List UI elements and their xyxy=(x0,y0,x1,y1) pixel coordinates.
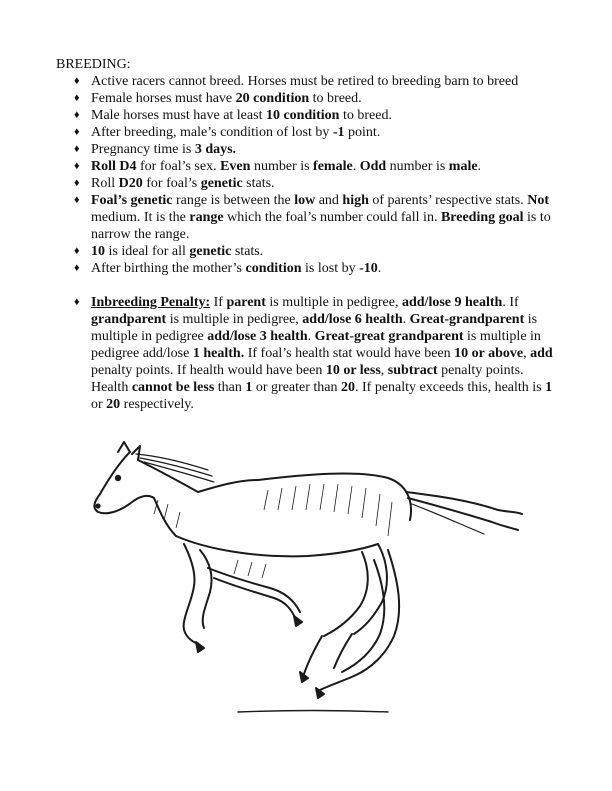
galloping-horse-icon xyxy=(88,440,528,730)
rule-text: than xyxy=(214,380,246,395)
rule-text: is multiple in pedigree, xyxy=(265,295,402,310)
emphasis-text: 20 condition xyxy=(235,91,310,106)
emphasis-text: 10 or above xyxy=(454,346,524,361)
emphasis-text: Breeding goal xyxy=(440,210,524,225)
emphasis-text: genetic xyxy=(189,244,232,259)
emphasis-text: -1 xyxy=(332,125,345,140)
rule-text: . xyxy=(377,261,382,276)
emphasis-text: add/lose 9 health xyxy=(401,295,503,310)
emphasis-text: condition xyxy=(245,261,302,276)
emphasis-text: 1 xyxy=(245,380,253,395)
emphasis-text: grandparent xyxy=(91,312,167,327)
emphasis-text: male xyxy=(448,159,478,174)
rule-text: , xyxy=(380,363,388,378)
rule-text: If xyxy=(210,295,227,310)
rule-text: Female horses must have xyxy=(91,91,236,106)
rule-text: . xyxy=(402,312,410,327)
emphasis-text: Odd xyxy=(359,159,387,174)
bullet-icon: ♦ xyxy=(74,177,80,189)
emphasis-text: 10 xyxy=(91,244,105,259)
rule-text: for foal’s sex. xyxy=(136,159,221,174)
rule-text: or greater than xyxy=(252,380,342,395)
emphasis-text: 3 days. xyxy=(194,142,237,157)
bullet-icon: ♦ xyxy=(74,143,80,155)
emphasis-text: range xyxy=(189,210,224,225)
rule-text: is to narrow the range. xyxy=(91,210,551,242)
rule-item xyxy=(72,124,562,141)
rule-text: After breeding, male’s condition of lost by xyxy=(91,125,333,140)
rule-item xyxy=(72,192,562,243)
rule-item xyxy=(72,107,562,124)
emphasis-text: Not xyxy=(527,193,550,208)
section-heading: BREEDING: xyxy=(56,57,131,72)
emphasis-text: subtract xyxy=(387,363,438,378)
rule-text: . xyxy=(352,159,360,174)
bullet-icon: ♦ xyxy=(74,245,80,257)
emphasis-text: 10 or less xyxy=(325,363,381,378)
rule-item xyxy=(72,243,562,260)
emphasis-text: 20 xyxy=(106,397,121,412)
rule-text: Active racers cannot breed. Horses must be retired to breeding barn to breed xyxy=(91,74,519,89)
breeding-rules-list xyxy=(72,73,562,413)
rule-text: penalty points. If health would have been xyxy=(91,363,326,378)
emphasis-text: Foal’s genetic xyxy=(91,193,173,208)
rule-text: . If xyxy=(502,295,519,310)
emphasis-text: add/lose 3 health xyxy=(207,329,308,344)
rule-text: stats. xyxy=(242,176,275,191)
rule-text: is multiple in pedigree xyxy=(91,312,538,344)
emphasis-text: genetic xyxy=(200,176,243,191)
rule-text: After birthing the mother’s xyxy=(91,261,246,276)
emphasis-text: Great-great grandparent xyxy=(314,329,464,344)
emphasis-text: -10 xyxy=(359,261,378,276)
emphasis-text: Great-grandparent xyxy=(409,312,525,327)
rule-text: penalty points. Health xyxy=(91,363,524,395)
rule-text: , xyxy=(523,346,531,361)
emphasis-text: D20 xyxy=(118,176,143,191)
emphasis-text: 1 health. xyxy=(192,346,245,361)
emphasis-text: 20 xyxy=(341,380,356,395)
rule-text: number is xyxy=(250,159,314,174)
emphasis-text: high xyxy=(342,193,369,208)
rule-text: If foal’s health stat would have been xyxy=(244,346,455,361)
rule-item xyxy=(72,90,562,107)
rule-text: respectively. xyxy=(120,397,194,412)
bullet-icon: ♦ xyxy=(74,109,80,121)
emphasis-text: 10 condition xyxy=(265,108,340,123)
rule-item xyxy=(72,73,562,90)
rule-text: Male horses must have at least xyxy=(91,108,266,123)
rule-text: to breed. xyxy=(339,108,392,123)
rule-text: is ideal for all xyxy=(105,244,190,259)
emphasis-text: Even xyxy=(220,159,251,174)
rule-item xyxy=(72,175,562,192)
rule-text: is multiple in pedigree, xyxy=(166,312,303,327)
emphasis-text: add/lose 6 health xyxy=(302,312,403,327)
rule-text: medium. It is the xyxy=(91,210,190,225)
rule-text: is multiple in pedigree add/lose xyxy=(91,329,541,361)
rule-text: range is between the xyxy=(172,193,295,208)
rule-text: is lost by xyxy=(301,261,360,276)
bullet-icon: ♦ xyxy=(74,75,80,87)
emphasis-text: low xyxy=(294,193,316,208)
rule-text: of parents’ respective stats. xyxy=(368,193,528,208)
emphasis-text: add xyxy=(530,346,553,361)
emphasis-text: Roll D4 xyxy=(91,159,137,174)
rule-text: Pregnancy time is xyxy=(91,142,195,157)
bullet-icon: ♦ xyxy=(74,194,80,206)
bullet-icon: ♦ xyxy=(74,92,80,104)
rule-text: . xyxy=(477,159,482,174)
emphasis-text: Inbreeding Penalty: xyxy=(91,295,211,310)
bullet-icon: ♦ xyxy=(74,262,80,274)
emphasis-text: 1 xyxy=(545,380,553,395)
emphasis-text: female xyxy=(313,159,353,174)
emphasis-text: parent xyxy=(226,295,266,310)
rule-item xyxy=(72,260,562,277)
rule-text: Roll xyxy=(91,176,119,191)
emphasis-text: cannot be less xyxy=(131,380,215,395)
rule-text: . xyxy=(307,329,315,344)
bullet-icon: ♦ xyxy=(74,296,80,308)
rule-text: and xyxy=(315,193,343,208)
rule-text: for foal’s xyxy=(142,176,201,191)
rule-item xyxy=(72,158,562,175)
rule-item xyxy=(72,141,562,158)
rule-text: or xyxy=(91,397,107,412)
rule-text: stats. xyxy=(231,244,264,259)
inbreeding-penalty-item xyxy=(72,294,562,413)
rule-text: to breed. xyxy=(309,91,362,106)
bullet-icon: ♦ xyxy=(74,160,80,172)
rule-text: point. xyxy=(344,125,381,140)
rule-text: . If penalty exceeds this, health is xyxy=(355,380,546,395)
rule-text: number is xyxy=(386,159,449,174)
bullet-icon: ♦ xyxy=(74,126,80,138)
rule-text: which the foal’s number could fall in. xyxy=(223,210,441,225)
